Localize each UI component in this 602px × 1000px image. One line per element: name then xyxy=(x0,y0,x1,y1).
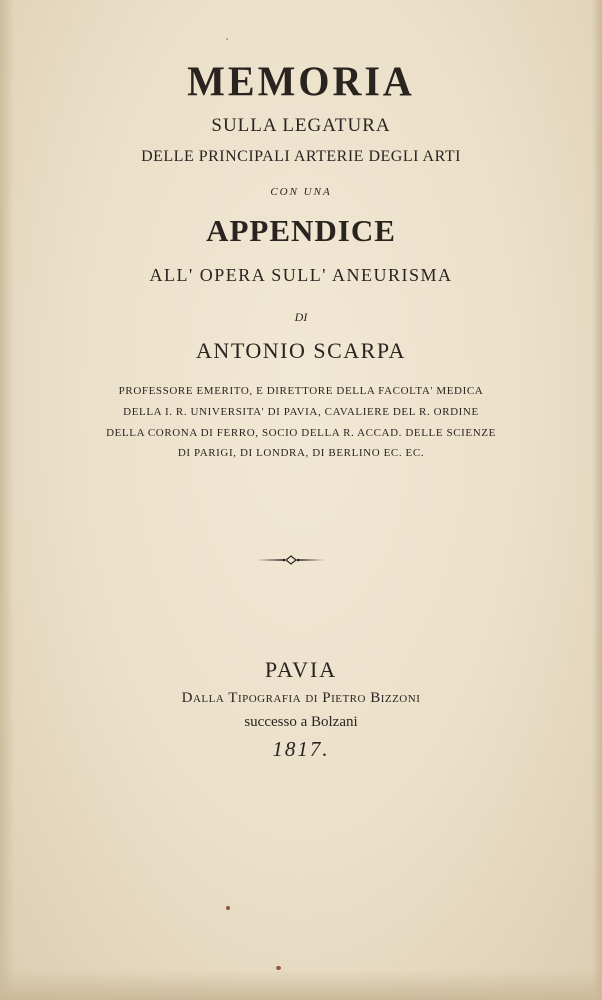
imprint-year: 1817. xyxy=(272,737,330,761)
author-credentials-line: DELLA I. R. UNIVERSITA' DI PAVIA, CAVALIERE DEL R. ORDINE xyxy=(123,406,479,418)
page-edge-shadow-bottom xyxy=(0,970,602,1000)
main-title: MEMORIA xyxy=(187,57,415,106)
author-credentials-line: DELLA CORONA DI FERRO, SOCIO DELLA R. ACCAD. DELLE SCIENZE xyxy=(106,427,496,439)
author-name: ANTONIO SCARPA xyxy=(196,338,406,363)
imprint-printer: Dalla Tipografia di Pietro Bizzoni xyxy=(181,690,421,706)
connector-text: CON UNA xyxy=(270,186,332,198)
foxing-spot xyxy=(226,906,230,910)
author-credentials-line: PROFESSORE EMERITO, E DIRETTORE DELLA FACOLTA' MEDICA xyxy=(118,385,484,397)
imprint-successor: successo a Bolzani xyxy=(244,714,358,730)
by-line: DI xyxy=(294,310,308,324)
secondary-subtitle: ALL' OPERA SULL' ANEURISMA xyxy=(149,265,453,285)
subtitle-line-2: DELLE PRINCIPALI ARTERIE DEGLI ARTI xyxy=(141,148,461,165)
foxing-spot xyxy=(226,38,228,40)
ornament-divider-icon xyxy=(255,554,327,566)
foxing-spot xyxy=(276,966,281,970)
subtitle-line-1: SULLA LEGATURA xyxy=(211,115,391,136)
secondary-title: APPENDICE xyxy=(206,213,396,248)
author-credentials-line: DI PARIGI, DI LONDRA, DI BERLINO EC. EC. xyxy=(177,447,425,459)
imprint-city: PAVIA xyxy=(264,657,338,682)
